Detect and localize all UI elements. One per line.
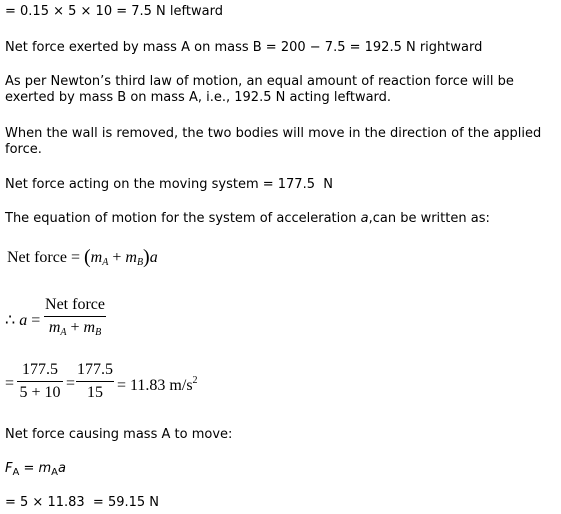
acceleration-symbol: a: [19, 312, 28, 329]
acceleration-value: = 11.83 m/s: [117, 377, 193, 394]
force-symbol: F: [5, 461, 13, 476]
fraction-denominator: [44, 319, 106, 342]
fraction-bar: [76, 381, 114, 382]
net-force-equation: [7, 246, 158, 269]
net-force-system-line: Net force acting on the moving system = 177.5 N: [5, 177, 333, 192]
plus-sign: +: [66, 319, 84, 336]
subscript-a: A: [12, 467, 20, 478]
equation-of-motion-line: [5, 211, 490, 227]
net-force-a-on-b-line: Net force exerted by mass A on mass B = 200 − 7.5 = 192.5 N rightward: [5, 40, 483, 55]
friction-force-line: = 0.15 × 5 × 10 = 7.5 N leftward: [5, 4, 223, 19]
right-paren: ): [143, 246, 150, 268]
second-equals: =: [66, 375, 76, 392]
fraction-denominator: 15: [87, 384, 103, 401]
equals-sign: =: [19, 461, 39, 476]
subscript-b: B: [136, 257, 144, 268]
force-on-a-result-line: = 5 × 11.83 = 59.15 N: [5, 495, 160, 510]
subscript-a: A: [60, 327, 67, 338]
mass-symbol: m: [83, 319, 96, 336]
equals-sign: =: [66, 249, 84, 266]
acceleration-fraction: [44, 296, 106, 342]
mass-symbol: m: [90, 249, 103, 266]
equation-of-motion-text: The equation of motion for the system of acceleration: [5, 211, 361, 226]
net-force-label: Net force: [7, 249, 67, 266]
newton-third-law-paragraph: As per Newton’s third law of motion, an equal amount of reaction force will be exerted by mass B on mass A, i.e., 192.5 N acting leftward.: [5, 74, 514, 105]
force-on-a-equation: [5, 461, 66, 481]
mass-symbol: m: [125, 249, 137, 266]
subscript-a: A: [102, 257, 109, 268]
fraction-bar: [17, 381, 63, 382]
acceleration-symbol: a: [149, 249, 158, 266]
fraction-numerator: 177.5: [22, 361, 58, 378]
wall-removed-paragraph: When the wall is removed, the two bodies will move in the direction of the applied force.: [5, 126, 542, 157]
subscript-a: A: [51, 467, 59, 478]
fraction-numerator: Net force: [45, 296, 105, 313]
fraction-bar: [44, 316, 106, 317]
acceleration-symbol: a: [360, 211, 369, 226]
left-paren: (: [84, 246, 91, 268]
superscript-2: 2: [192, 375, 198, 386]
acceleration-lhs: [5, 310, 44, 330]
equals-sign: =: [27, 312, 45, 329]
fraction-denominator: 5 + 10: [19, 384, 61, 401]
plus-sign: +: [108, 249, 126, 266]
net-force-mass-a-line: Net force causing mass A to move:: [5, 427, 233, 442]
acceleration-result: [117, 375, 198, 395]
fraction-numerator: 177.5: [77, 361, 113, 378]
mass-symbol: m: [38, 461, 52, 476]
therefore-symbol: ∴: [5, 312, 20, 329]
mass-symbol: m: [48, 319, 61, 336]
fraction-177-5-over-15: [76, 361, 114, 402]
equation-of-motion-suffix: ,can be written as:: [368, 211, 490, 226]
acceleration-symbol: a: [58, 461, 66, 476]
first-equals: =: [5, 375, 15, 392]
subscript-b: B: [95, 327, 102, 338]
fraction-177-5-over-5-plus-10: [17, 361, 63, 402]
